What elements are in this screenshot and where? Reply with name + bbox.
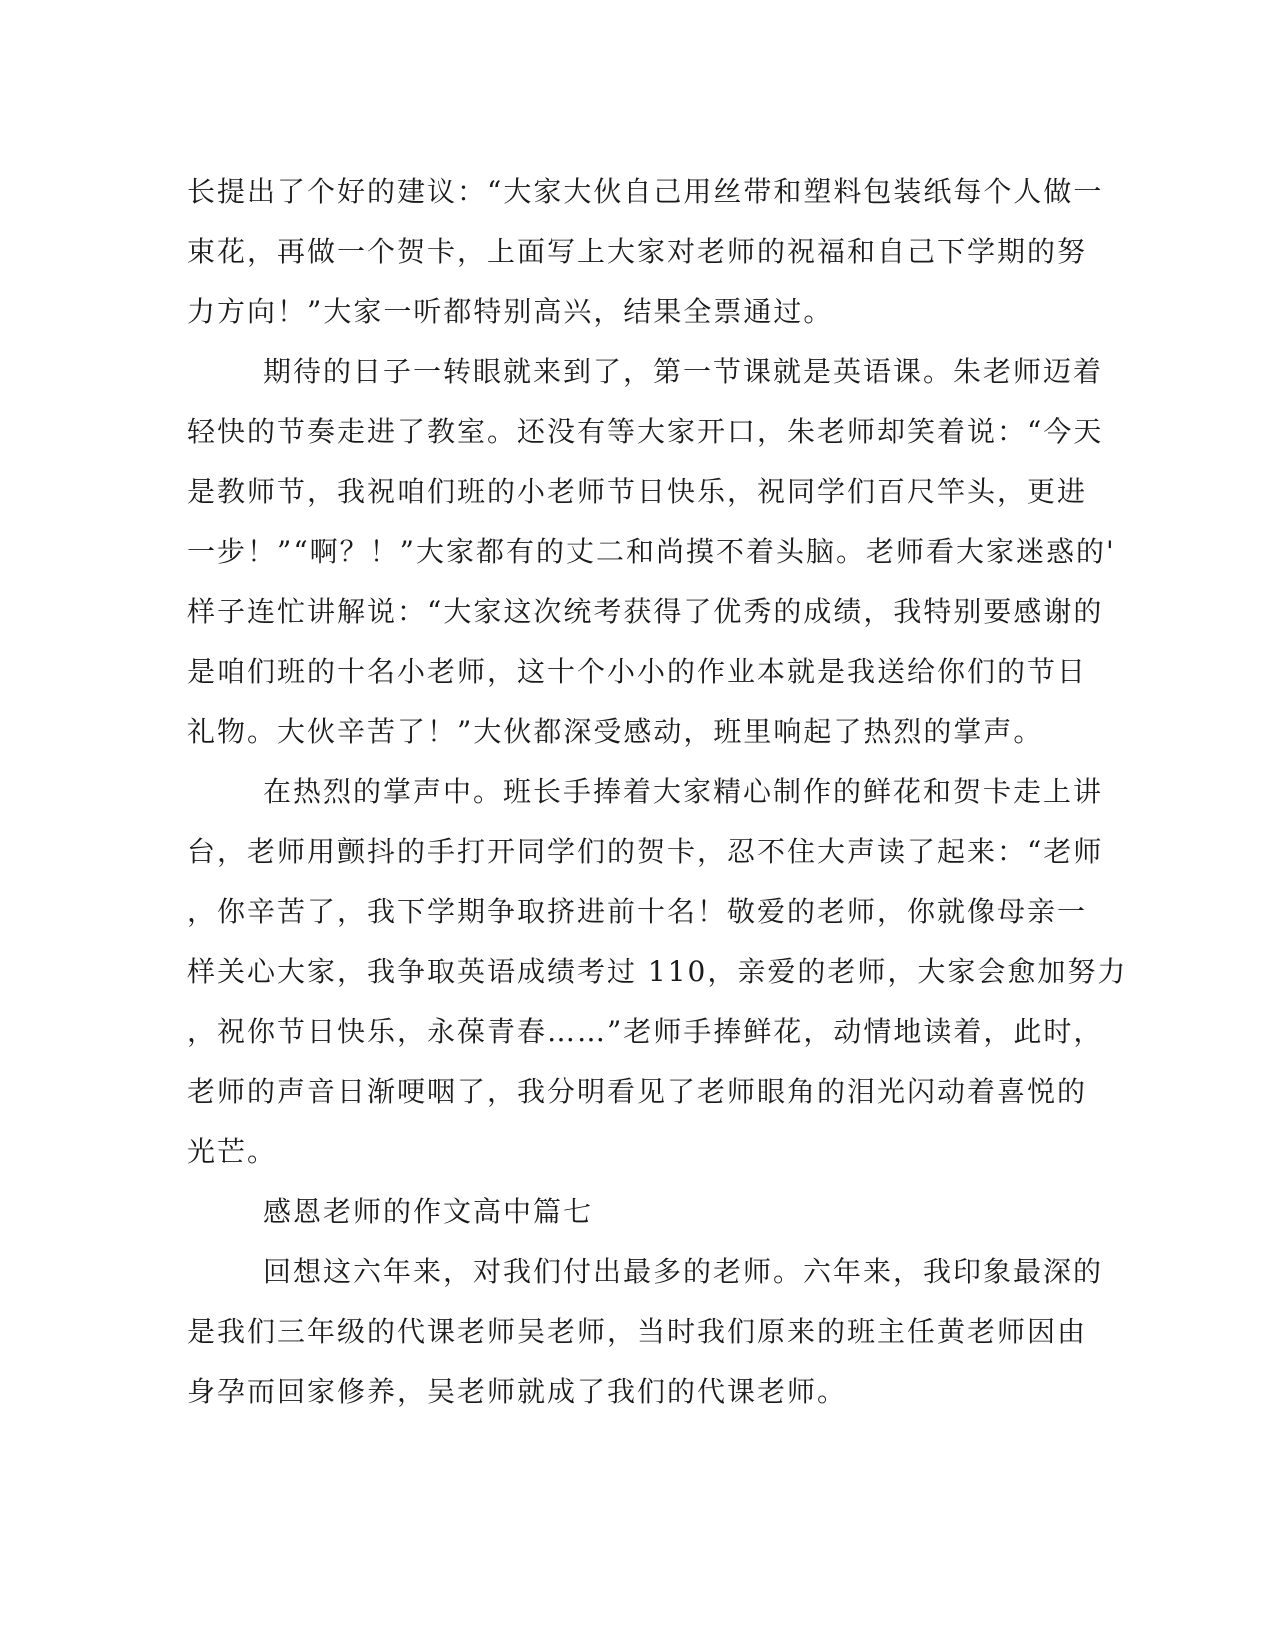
text-line: ，祝你节日快乐，永葆青春……”老师手捧鲜花，动情地读着，此时， xyxy=(187,1015,1104,1048)
text-line: 样关心大家，我争取英语成绩考过 110，亲爱的老师，大家会愈加努力 xyxy=(187,955,1128,988)
text-line: 台，老师用颤抖的手打开同学们的贺卡，忍不住大声读了起来：“老师 xyxy=(187,835,1104,868)
paragraph-start-line: 回想这六年来，对我们付出最多的老师。六年来，我印象最深的 xyxy=(263,1255,1104,1288)
text-line: 光芒。 xyxy=(187,1135,278,1168)
paragraph-start-line: 在热烈的掌声中。班长手捧着大家精心制作的鲜花和贺卡走上讲 xyxy=(263,775,1104,808)
text-line: 长提出了个好的建议：“大家大伙自己用丝带和塑料包装纸每个人做一 xyxy=(187,175,1104,208)
paragraph-start-line: 期待的日子一转眼就来到了，第一节课就是英语课。朱老师迈着 xyxy=(263,355,1104,388)
section-heading: 感恩老师的作文高中篇七 xyxy=(263,1195,594,1228)
text-line: ，你辛苦了，我下学期争取挤进前十名！敬爱的老师，你就像母亲一 xyxy=(187,895,1088,928)
text-line: 束花，再做一个贺卡，上面写上大家对老师的祝福和自己下学期的努 xyxy=(187,235,1088,268)
text-line: 样子连忙讲解说：“大家这次统考获得了优秀的成绩，我特别要感谢的 xyxy=(187,595,1104,628)
text-line: 身孕而回家修养，吴老师就成了我们的代课老师。 xyxy=(187,1375,848,1408)
text-line: 轻快的节奏走进了教室。还没有等大家开口，朱老师却笑着说：“今天 xyxy=(187,415,1104,448)
text-line: 力方向！”大家一听都特别高兴，结果全票通过。 xyxy=(187,295,834,328)
text-line: 老师的声音日渐哽咽了，我分明看见了老师眼角的泪光闪动着喜悦的 xyxy=(187,1075,1088,1108)
text-line: 一步！”“啊？！”大家都有的丈二和尚摸不着头脑。老师看大家迷惑的' xyxy=(187,535,1116,568)
document-body xyxy=(187,162,1128,1422)
text-line: 是我们三年级的代课老师吴老师，当时我们原来的班主任黄老师因由 xyxy=(187,1315,1088,1348)
text-line: 礼物。大伙辛苦了！”大伙都深受感动，班里响起了热烈的掌声。 xyxy=(187,715,1044,748)
text-line: 是咱们班的十名小老师，这十个小小的作业本就是我送给你们的节日 xyxy=(187,655,1088,688)
text-line: 是教师节，我祝咱们班的小老师节日快乐，祝同学们百尺竿头，更进 xyxy=(187,475,1088,508)
